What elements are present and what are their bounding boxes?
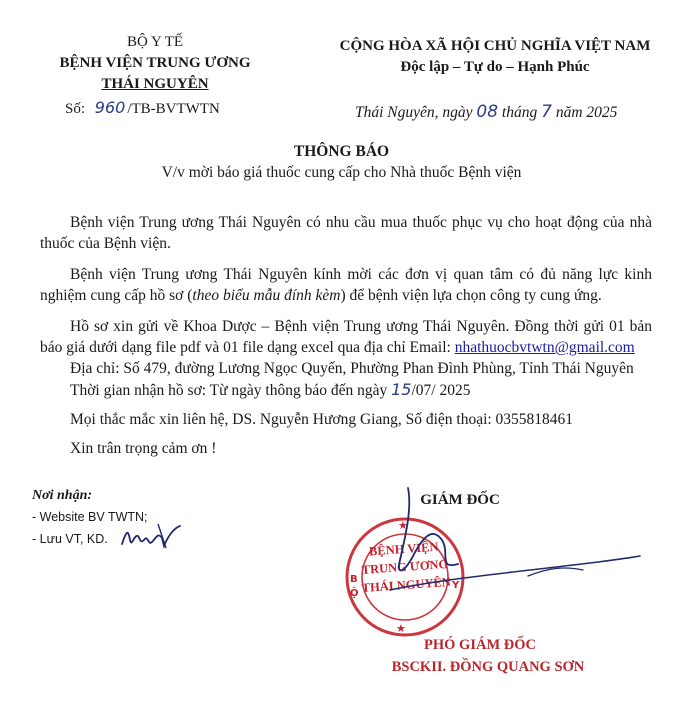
recipients-heading: Nơi nhận:	[32, 488, 93, 503]
date-prefix: Thái Nguyên, ngày	[355, 104, 473, 121]
thanks-line: Xin trân trọng cảm ơn !	[70, 440, 217, 457]
stamp-line1: BỆNH VIỆN	[368, 539, 439, 559]
deadline-suffix: /07/ 2025	[411, 382, 471, 399]
deputy-director-title: PHÓ GIÁM ĐỐC	[424, 637, 536, 653]
submission-text: Hồ sơ xin gửi về Khoa Dược – Bệnh viện Trung ương Thái Nguyên. Đồng thời gửi 01 bản báo giá dưới dạng file pdf và 01 file dạng excel qua địa chỉ Email:	[40, 318, 652, 356]
doc-subject: V/v mời báo giá thuốc cung cấp cho Nhà thuốc Bệnh viện	[161, 164, 522, 181]
svg-text:★: ★	[396, 622, 406, 635]
date-year: năm 2025	[555, 104, 618, 121]
deadline-day: 15	[391, 380, 412, 399]
date-day: 08	[476, 102, 499, 122]
country-name: CỘNG HÒA XÃ HỘI CHỦ NGHĨA VIỆT NAM	[339, 38, 651, 54]
initials-signature	[118, 518, 188, 552]
svg-text:Ộ: Ộ	[350, 588, 359, 599]
number-handwritten: 960	[94, 98, 126, 117]
org-name-line2: THÁI NGUYÊN	[101, 76, 209, 92]
invitation-text-2: ) để bệnh viện lựa chọn công ty cung ứng.	[340, 287, 602, 304]
deadline-line	[70, 379, 470, 401]
stamp-line3: THÁI NGUYÊN	[361, 574, 452, 596]
address-line: Địa chỉ: Số 479, đường Lương Ngọc Quyến, Phường Phan Đình Phùng, Tỉnh Thái Nguyên	[70, 360, 634, 377]
deadline-prefix: Thời gian nhận hồ sơ: Từ ngày thông báo đến ngày	[70, 382, 388, 399]
svg-text:★: ★	[398, 519, 408, 532]
contact-line: Mọi thắc mắc xin liên hệ, DS. Nguyễn Hương Giang, Số điện thoại: 0355818461	[70, 411, 574, 428]
number-label: Số:	[65, 101, 86, 117]
paragraph-need: Bệnh viện Trung ương Thái Nguyên có nhu cầu mua thuốc phục vụ cho hoạt động của nhà thuốc của Bệnh viện.	[40, 214, 652, 252]
ministry-name: BỘ Y TẾ	[126, 34, 184, 50]
date-month-label: tháng	[501, 104, 538, 121]
recipient-item: - Website BV TWTN;	[32, 510, 148, 524]
stamp-line2: TRUNG ƯƠNG	[361, 556, 449, 578]
national-motto: Độc lập – Tự do – Hạnh Phúc	[400, 59, 590, 75]
contact-email-link[interactable]: nhathuocbvtwtn@gmail.com	[454, 339, 635, 356]
date-month: 7	[541, 102, 552, 122]
date-line	[355, 102, 617, 122]
signer-name: BSCKII. ĐỒNG QUANG SƠN	[391, 659, 585, 675]
svg-text:B: B	[350, 574, 358, 585]
svg-text:Y: Y	[452, 580, 460, 591]
header-left	[55, 32, 255, 95]
document-number	[65, 98, 220, 118]
number-suffix: /TB-BVTWTN	[127, 101, 220, 117]
invitation-italic: theo biểu mẫu đính kèm	[192, 287, 341, 304]
invitation-text-1: Bệnh viện Trung ương Thái Nguyên kính mời các đơn vị quan tâm có đủ năng lực kinh nghiệm cung cấp hồ sơ (	[40, 266, 652, 304]
director-signature	[378, 478, 648, 608]
header-right	[315, 36, 675, 78]
recipient-item: - Lưu VT, KD.	[32, 532, 108, 546]
paragraph-invitation	[40, 264, 652, 306]
paragraph-submission	[40, 316, 652, 358]
doc-title: THÔNG BÁO	[293, 143, 390, 160]
org-name-line1: BỆNH VIỆN TRUNG ƯƠNG	[59, 55, 251, 71]
signer-title: GIÁM ĐỐC	[420, 492, 500, 508]
